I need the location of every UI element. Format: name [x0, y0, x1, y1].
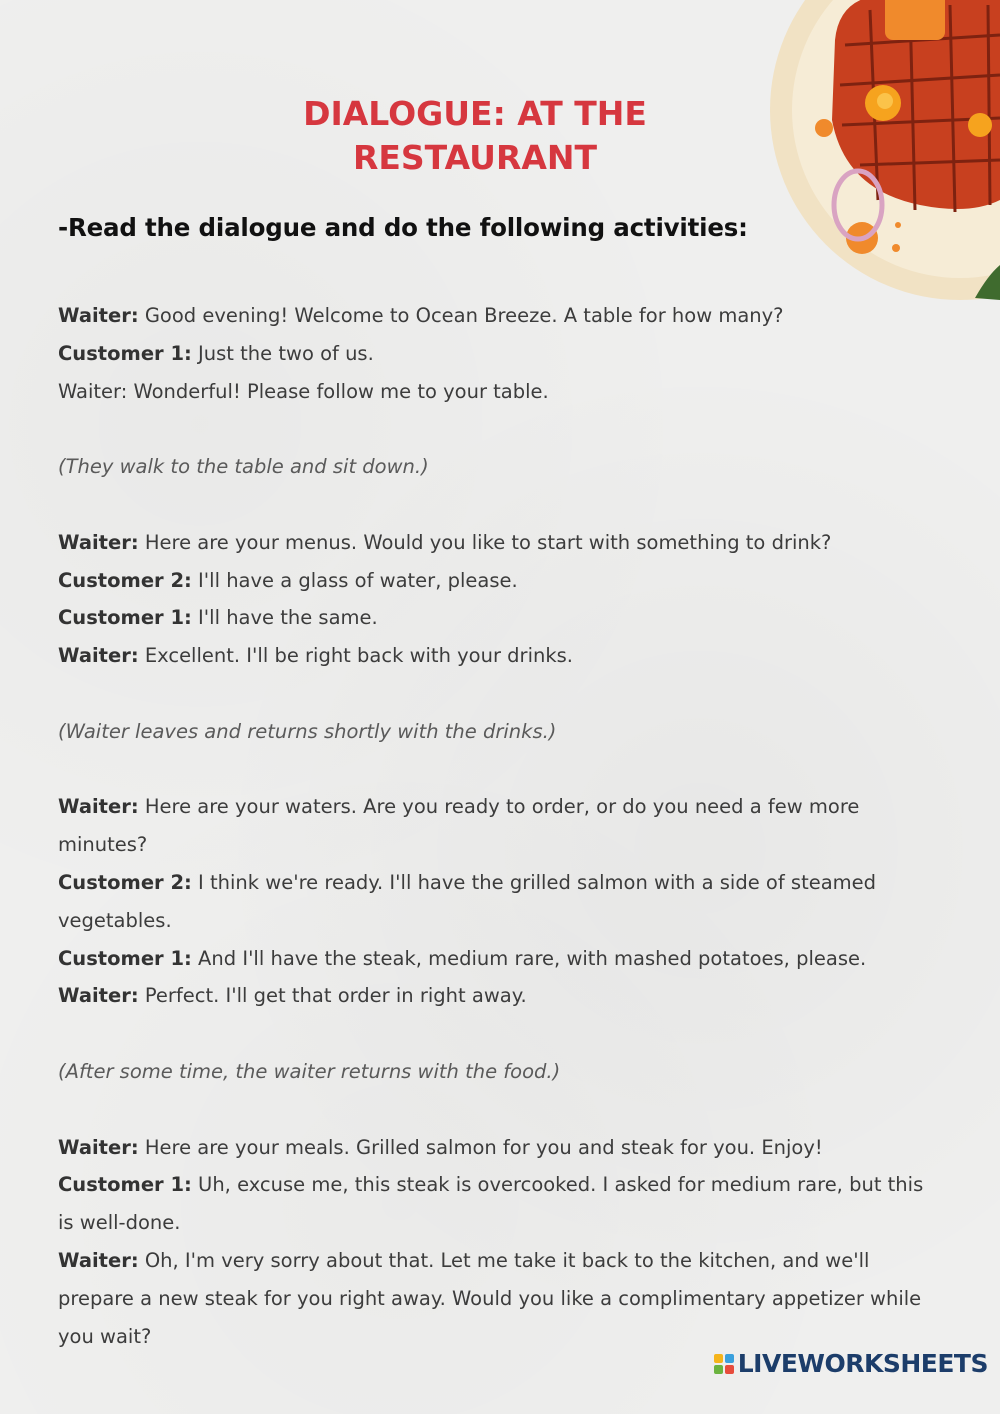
blank-line [58, 751, 938, 789]
speaker-label: Customer 2: [58, 870, 192, 894]
dialogue-text: Here are your menus. Would you like to start with something to drink? [138, 530, 832, 554]
dialogue-text: Perfect. I'll get that order in right away. [138, 984, 527, 1008]
speaker-label: Customer 1: [58, 946, 192, 970]
page-title-line: RESTAURANT [352, 138, 598, 177]
dialogue-line [58, 864, 938, 940]
dialogue-line [58, 335, 938, 373]
dialogue-line [58, 977, 938, 1015]
speaker-label: Customer 2: [58, 568, 192, 592]
stage-direction: (Waiter leaves and returns shortly with the drinks.) [58, 719, 557, 743]
dialogue-text: I'll have a glass of water, please. [191, 568, 518, 592]
dialogue-line [58, 562, 938, 600]
liveworksheets-logo-icon [714, 1354, 734, 1374]
blank-line [58, 1091, 938, 1129]
dialogue-line [58, 637, 938, 675]
brand-name: LIVEWORKSHEETS [737, 1349, 988, 1378]
dialogue-text: Waiter: Wonderful! Please follow me to your table. [58, 379, 549, 403]
dialogue-text: Just the two of us. [191, 341, 374, 365]
dialogue-text: I think we're ready. I'll have the grilled salmon with a side of steamed vegetables. [58, 870, 883, 932]
speaker-label: Waiter: [58, 984, 139, 1008]
blank-line [58, 410, 938, 448]
liveworksheets-brand [714, 1349, 988, 1378]
dialogue-text: I'll have the same. [191, 606, 378, 630]
dialogue-line [58, 373, 938, 411]
speaker-label: Customer 1: [58, 1173, 192, 1197]
speaker-label: Waiter: [58, 530, 139, 554]
blank-line [58, 1015, 938, 1053]
dialogue-text: Here are your meals. Grilled salmon for you and steak for you. Enjoy! [138, 1135, 823, 1159]
dialogue-line [58, 1129, 938, 1167]
blank-line [58, 675, 938, 713]
dialogue-text: And I'll have the steak, medium rare, with mashed potatoes, please. [191, 946, 867, 970]
speaker-label: Waiter: [58, 304, 139, 327]
dialogue-line [58, 599, 938, 637]
speaker-label: Waiter: [58, 644, 139, 668]
page-title-line: DIALOGUE: AT THE [303, 94, 647, 133]
speaker-label: Waiter: [58, 1135, 139, 1159]
dialogue [58, 297, 938, 1355]
dialogue-text: Oh, I'm very sorry about that. Let me take it back to the kitchen, and we'll prepare a new steak for you right away. Would you like a complimentary appetizer while you wait? [58, 1248, 928, 1348]
speaker-label: Waiter: [58, 1248, 139, 1272]
speaker-label: Customer 1: [58, 341, 192, 365]
stage-direction: (They walk to the table and sit down.) [58, 455, 429, 479]
dialogue-text: Uh, excuse me, this steak is overcooked. I asked for medium rare, but this is well-done. [58, 1173, 930, 1235]
dialogue-text: Excellent. I'll be right back with your drinks. [138, 644, 574, 668]
dialogue-line [58, 297, 938, 335]
dialogue-line [58, 940, 938, 978]
instruction: -Read the dialogue and do the following activities: [58, 213, 748, 242]
dialogue-line [58, 788, 938, 864]
stage-direction: (After some time, the waiter returns with the food.) [58, 1059, 561, 1083]
dialogue-line [58, 1166, 938, 1242]
page-title [0, 92, 950, 180]
dialogue-line [58, 1242, 938, 1355]
speaker-label: Waiter: [58, 795, 139, 819]
dialogue-line [58, 524, 938, 562]
speaker-label: Customer 1: [58, 606, 192, 630]
dialogue-text: Good evening! Welcome to Ocean Breeze. A table for how many? [138, 304, 784, 327]
dialogue-text: Here are your waters. Are you ready to order, or do you need a few more minutes? [58, 795, 866, 857]
blank-line [58, 486, 938, 524]
